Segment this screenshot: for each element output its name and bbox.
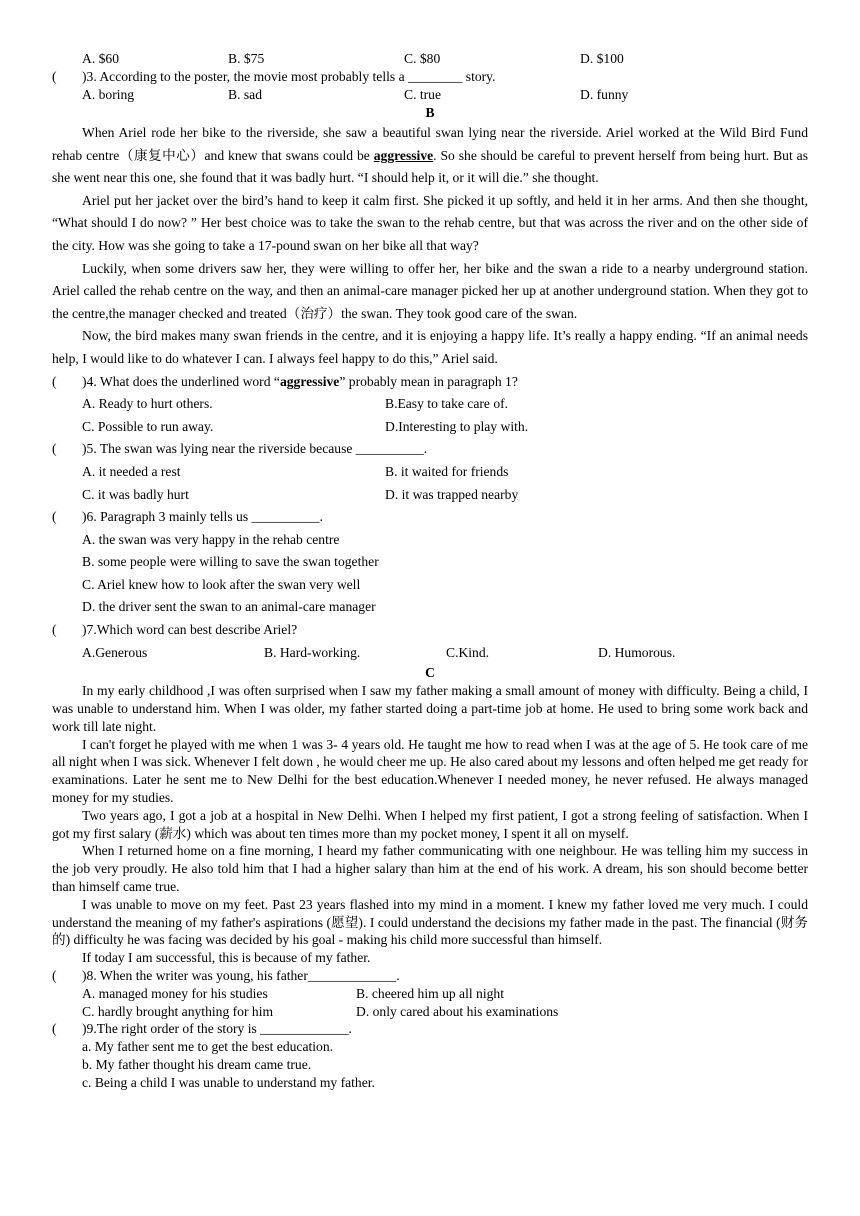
section-b-title: B <box>425 105 435 120</box>
q6-option-d-row <box>52 596 808 619</box>
q5-options-row-2 <box>52 484 808 507</box>
q5-options-row-1 <box>52 461 808 484</box>
q9-item-b: b. My father thought his dream came true. <box>82 1056 312 1072</box>
q4-text-before: )4. What does the underlined word “ <box>82 373 280 389</box>
q3-option-c: C. true <box>404 87 441 102</box>
q4-option-d: D.Interesting to play with. <box>385 418 529 434</box>
q5-option-c: C. it was badly hurt <box>82 486 189 502</box>
q9-item-c-row <box>52 1074 808 1092</box>
q4-bold-word: aggressive <box>279 373 340 389</box>
answer-paren: ( <box>52 373 57 389</box>
underlined-word: aggressive <box>373 147 434 163</box>
q9-item-c: c. Being a child I was unable to understand my father. <box>82 1074 375 1090</box>
question-8 <box>52 967 808 985</box>
question-7 <box>52 619 808 642</box>
q8-option-b: B. cheered him up all night <box>356 985 504 1001</box>
q8-options-row-2 <box>52 1003 808 1021</box>
answer-paren: ( <box>52 441 57 457</box>
question-5-text: )5. The swan was lying near the riverside because __________. <box>82 441 428 457</box>
answer-paren: ( <box>52 1021 57 1037</box>
q6-option-b-row <box>52 551 808 574</box>
passage-b-paragraph-4: Now, the bird makes many swan friends in the centre, and it is enjoying a happy life. It’s really a happy ending. “If an animal needs help, I would like to do whatever I can. I always feel happy to do this,” Ariel said. <box>52 328 808 366</box>
passage-b-paragraph-1 <box>52 122 808 190</box>
worksheet-page <box>52 50 808 1092</box>
p1-text-after: . So she should be careful to prevent herself from being hurt. But as she went near this one, she found that it was badly hurt. “I should help it, or it will die.” she thought. <box>52 147 808 186</box>
q8-option-a: A. managed money for his studies <box>82 985 268 1001</box>
q2-options <box>52 50 808 68</box>
q6-option-b: B. some people were willing to save the swan together <box>82 554 379 570</box>
question-8-text: )8. When the writer was young, his father_____________. <box>82 968 400 983</box>
question-9 <box>52 1020 808 1038</box>
q6-option-c-row <box>52 574 808 597</box>
passage-c-paragraph-5: I was unable to move on my feet. Past 23 years flashed into my mind in a moment. I knew my father loved me very much. I could understand the meaning of my father's aspirations (愿望). I could understand the decisions my father made in the past. The financial (财务的) difficulty he was facing was decided by his goal - making his child more successful than himself. <box>52 896 808 948</box>
q4-options-row-1 <box>52 393 808 416</box>
question-3-text: )3. According to the poster, the movie most probably tells a ________ story. <box>82 69 496 84</box>
q8-option-c: C. hardly brought anything for him <box>82 1003 274 1019</box>
q3-options <box>52 86 808 104</box>
q5-option-b: B. it waited for friends <box>385 463 509 479</box>
q7-option-c: C.Kind. <box>446 644 490 660</box>
passage-b-paragraph-2: Ariel put her jacket over the bird’s hand to keep it calm first. She picked it up softly, and held it in her arms. And then she thought, “What should I do now? ” Her best choice was to take the swan to the rehab centre, but that was across the river and on the other side of the city. How was she going to take a 17-pound swan on her bike all that way? <box>52 192 808 253</box>
q6-option-c: C. Ariel knew how to look after the swan very well <box>82 576 361 592</box>
passage-c-paragraph-3: Two years ago, I got a job at a hospital in New Delhi. When I helped my first patient, I got a strong feeling of satisfaction. When I got my first salary (薪水) which was about ten times more than my pocket money, I spent it all on myself. <box>52 807 808 841</box>
question-3 <box>52 68 808 86</box>
q9-item-b-row <box>52 1056 808 1074</box>
q7-option-b: B. Hard-working. <box>264 644 361 660</box>
question-4 <box>52 371 808 394</box>
q8-option-d: D. only cared about his examinations <box>356 1003 559 1019</box>
question-6 <box>52 506 808 529</box>
passage-c-paragraph-2: I can't forget he played with me when 1 was 3- 4 years old. He taught me how to read when I was at the age of 5. He took care of me all night when I was sick. Whenever I felt down , he would cheer me up. He also cared about my lessons and often helped me get ready for examinations. Later he sent me to New Delhi for the best education.Whenever I needed money, he never refused. He always managed money for my studies. <box>52 736 808 806</box>
question-5 <box>52 438 808 461</box>
q3-option-b: B. sad <box>228 87 262 102</box>
q3-option-a: A. boring <box>82 87 135 102</box>
q3-option-d: D. funny <box>580 87 629 102</box>
passage-b-paragraph-3: Luckily, when some drivers saw her, they were willing to offer her, her bike and the swan a ride to a nearby underground station. Ariel called the rehab centre on the way, and then an animal-care manager picked her up at another underground station. When they got to the centre,the manager checked and treated（治疗）the swan. They took good care of the swan. <box>52 260 808 321</box>
answer-paren: ( <box>52 509 57 525</box>
answer-paren: ( <box>52 69 57 84</box>
question-6-text: )6. Paragraph 3 mainly tells us __________. <box>82 509 323 525</box>
passage-c-paragraph-6: If today I am successful, this is because of my father. <box>82 950 371 966</box>
p1-text-before: When Ariel rode her bike to the riverside, she saw a beautiful swan lying near the riverside. Ariel worked at the Wild Bird Fund rehab centre（康复中心）and knew that swans could be <box>52 125 808 163</box>
q2-option-b: B. $75 <box>228 51 265 66</box>
passage-c-paragraph-1: In my early childhood ,I was often surprised when I saw my father making a small amount of money with difficulty. Being a child, I was unable to understand him. When I was older, my father started doing a part-time job at home. He used to bring some work back and work till late night. <box>52 683 808 734</box>
q7-option-a: A.Generous <box>82 644 148 660</box>
q7-options <box>52 642 808 665</box>
q5-option-a: A. it needed a rest <box>82 463 181 479</box>
q4-options-row-2 <box>52 416 808 439</box>
q9-item-a: a. My father sent me to get the best education. <box>82 1039 334 1055</box>
q2-option-a: A. $60 <box>82 51 120 66</box>
q2-option-d: D. $100 <box>580 51 624 66</box>
q4-option-c: C. Possible to run away. <box>82 418 214 434</box>
q9-item-a-row <box>52 1038 808 1056</box>
q4-option-b: B.Easy to take care of. <box>385 396 509 412</box>
q6-option-a-row <box>52 529 808 552</box>
passage-c-paragraph-4: When I returned home on a fine morning, I heard my father communicating with one neighbour. He was telling him my success in the job very proudly. He also told him that I had a higher salary than him at the end of his work. A dream, his son should become better than himself came true. <box>52 843 808 895</box>
q8-options-row-1 <box>52 985 808 1003</box>
answer-paren: ( <box>52 622 57 638</box>
question-4-text <box>82 371 518 394</box>
section-c-title: C <box>425 665 435 681</box>
q2-option-c: C. $80 <box>404 51 441 66</box>
q4-option-a: A. Ready to hurt others. <box>82 396 213 412</box>
question-9-text: )9.The right order of the story is _____________. <box>82 1021 352 1037</box>
q6-option-a: A. the swan was very happy in the rehab centre <box>82 531 340 547</box>
q6-option-d: D. the driver sent the swan to an animal-care manager <box>82 599 376 615</box>
answer-paren: ( <box>52 968 57 983</box>
q7-option-d: D. Humorous. <box>598 644 676 660</box>
q4-text-after: ” probably mean in paragraph 1? <box>339 373 518 389</box>
q5-option-d: D. it was trapped nearby <box>385 486 519 502</box>
question-7-text: )7.Which word can best describe Ariel? <box>82 622 298 638</box>
